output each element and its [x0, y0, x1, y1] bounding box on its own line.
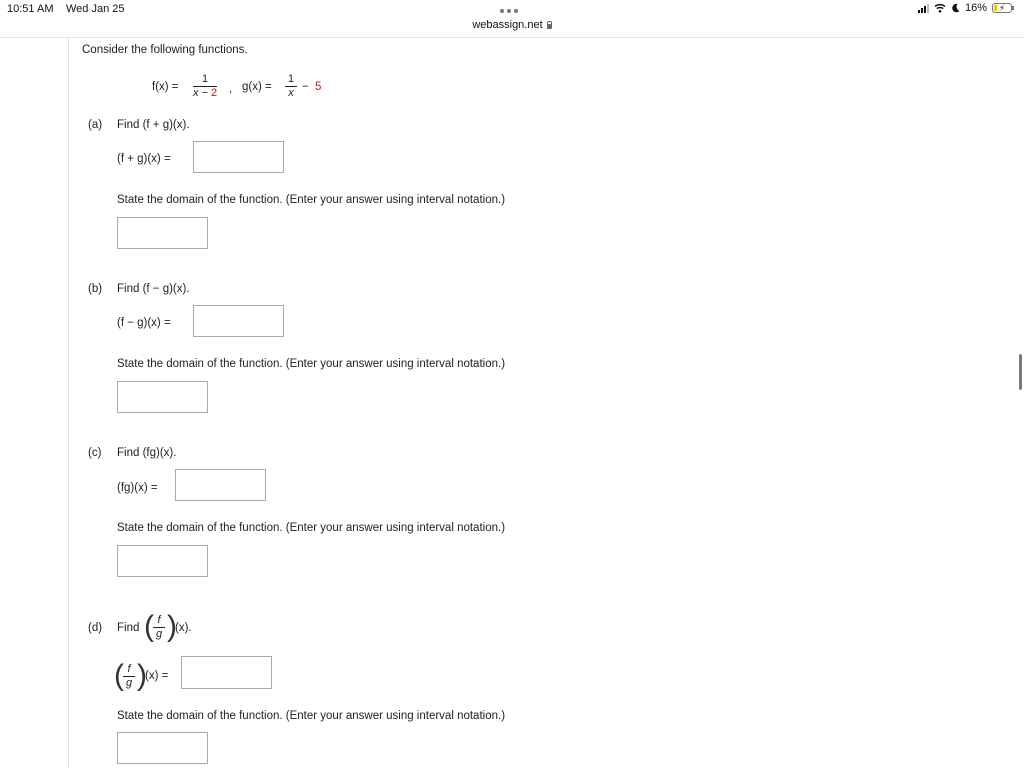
f-fraction [193, 73, 217, 100]
f-den-x: x − [193, 87, 212, 99]
part-b-prompt: Find (f − g)(x). [117, 283, 190, 295]
battery-percent: 16% [964, 2, 987, 14]
part-c-domain-prompt: State the domain of the function. (Enter your answer using interval notation.) [117, 522, 506, 534]
part-d-fraction [153, 614, 165, 641]
f-den-const: 2 [211, 87, 218, 99]
part-a-tag: (a) [88, 119, 103, 131]
part-d-lhs-suffix: (x) = [145, 670, 169, 682]
part-a-answer-input[interactable] [193, 141, 284, 173]
status-time: 10:51 AM [7, 3, 54, 15]
part-d-domain-input[interactable] [117, 732, 208, 764]
url-text: webassign.net [472, 19, 543, 31]
part-c-answer-input[interactable] [175, 469, 266, 501]
part-d-suffix: (x). [175, 622, 192, 634]
part-d-close-paren: ) [167, 610, 177, 643]
part-b-domain-input[interactable] [117, 381, 208, 413]
lock-icon [547, 24, 552, 29]
part-d-domain-prompt: State the domain of the function. (Enter your answer using interval notation.) [117, 710, 506, 722]
g-denominator: x [288, 87, 294, 99]
part-b-answer-input[interactable] [193, 305, 284, 337]
part-d-find: Find [117, 622, 140, 634]
wifi-icon [934, 3, 946, 13]
f-label: f(x) = [152, 81, 179, 93]
g-constant: 5 [315, 81, 322, 93]
url-bar[interactable] [0, 19, 1024, 31]
part-c-lhs: (fg)(x) = [117, 482, 158, 494]
g-label: g(x) = [242, 81, 272, 93]
moon-icon [951, 3, 960, 13]
f-denominator [193, 87, 217, 100]
g-numerator: 1 [285, 73, 297, 87]
part-c-prompt: Find (fg)(x). [117, 447, 177, 459]
part-d-answer-input[interactable] [181, 656, 272, 689]
problem-intro: Consider the following functions. [82, 44, 248, 56]
comma: , [229, 83, 233, 95]
part-d-frac-den: g [155, 628, 163, 640]
part-a-domain-input[interactable] [117, 217, 208, 249]
g-minus: − [302, 81, 309, 93]
scrollbar[interactable] [1019, 354, 1022, 390]
signal-icon [918, 4, 929, 13]
status-icons [918, 2, 1012, 14]
part-d-lhs-close-paren: ) [137, 659, 147, 692]
toolbar-divider [0, 37, 1024, 38]
part-a-prompt: Find (f + g)(x). [117, 119, 190, 131]
part-b-tag: (b) [88, 283, 103, 295]
part-a-lhs: (f + g)(x) = [117, 153, 171, 165]
more-dots-icon[interactable] [500, 9, 518, 13]
part-d-lhs-open-paren: ( [114, 659, 124, 692]
part-d-tag: (d) [88, 622, 103, 634]
part-b-lhs: (f − g)(x) = [117, 317, 171, 329]
part-d-open-paren: ( [144, 610, 154, 643]
part-d-lhs-fraction [123, 663, 135, 690]
g-fraction [285, 73, 297, 100]
part-c-tag: (c) [88, 447, 102, 459]
battery-charging-icon: ⚡ [992, 3, 1012, 13]
f-numerator: 1 [193, 73, 217, 87]
part-d-lhs-frac-den: g [125, 677, 133, 689]
part-d-lhs-frac-num: f [123, 663, 135, 677]
part-d-frac-num: f [153, 614, 165, 628]
part-c-domain-input[interactable] [117, 545, 208, 577]
status-date: Wed Jan 25 [66, 3, 125, 15]
part-b-domain-prompt: State the domain of the function. (Enter your answer using interval notation.) [117, 358, 506, 370]
part-a-domain-prompt: State the domain of the function. (Enter your answer using interval notation.) [117, 194, 506, 206]
content-left-border [68, 38, 69, 768]
